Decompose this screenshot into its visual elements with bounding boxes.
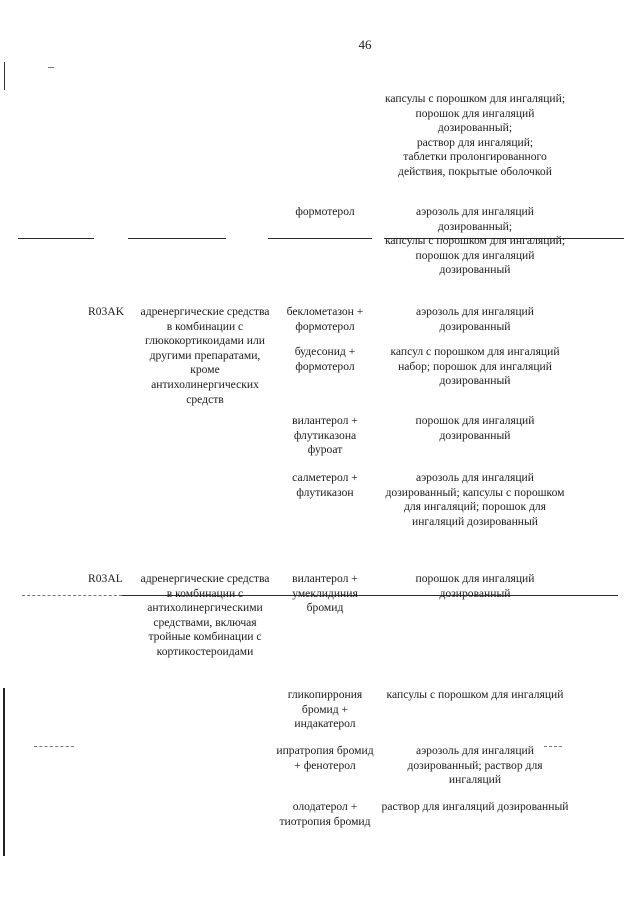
dosage-form-cell: аэрозоль для ингаляций дозированный; капсулы с порошком для ингаляций; порошок для ингаляций дозированный [385, 471, 565, 528]
atc-group-name: адренергические средства в комбинации с глюкокортикоидами или другими препаратами, кроме антихолинергических средств [140, 305, 270, 406]
dosage-form-line: капсулы с порошком для ингаляций; [384, 92, 566, 105]
dosage-form-cell: порошок для ингаляций дозированный [415, 414, 535, 442]
dosage-form-line: порошок для ингаляций дозированный [415, 248, 535, 277]
dosage-form-cell: порошок для ингаляций дозированный [415, 572, 535, 600]
drug-name: гликопиррония бромид + индакатерол [287, 688, 363, 731]
dosage-form-cell [380, 205, 570, 278]
dosage-form-line: порошок для ингаляций дозированный; [415, 106, 535, 135]
drug-name: формотерол [295, 205, 355, 218]
dosage-form-cell: аэрозоль для ингаляций дозированный [416, 305, 534, 333]
page-number: 46 [358, 37, 372, 52]
dosage-form-line: раствор для ингаляций; [416, 135, 534, 149]
drug-name: вилантерол + умеклидиния бромид [292, 572, 358, 615]
dosage-form-line: аэрозоль для ингаляций дозированный; [416, 205, 534, 233]
scan-dash [48, 67, 54, 68]
drug-name: олодатерол + тиотропия бромид [279, 800, 371, 828]
drug-name: вилантерол + флутиказона фуроат [292, 414, 358, 457]
dosage-form-cell: капсул с порошком для ингаляций набор; порошок для ингаляций дозированный [390, 345, 560, 388]
table-rule-top-mid [128, 238, 226, 239]
dosage-form-line: капсулы с порошком для ингаляций; [384, 234, 566, 248]
table-rule-top-mid2 [268, 238, 372, 239]
dosage-form-cell: капсулы с порошком для ингаляций [386, 688, 564, 701]
scan-dash-lower [34, 746, 74, 747]
atc-code: R03AL [88, 572, 123, 585]
left-margin-mark [4, 62, 5, 90]
drug-name: беклометазон + формотерол [286, 305, 364, 333]
dosage-form-cell [380, 92, 570, 180]
atc-group-name: адренергические средства в комбинации с антихолинергическими средствами, включая тройные комбинации с кортикостероидами [140, 572, 270, 658]
atc-code: R03AK [88, 305, 125, 318]
left-margin-bar [3, 688, 5, 856]
table-rule-mid-left [22, 595, 122, 596]
drug-name: салметерол + флутиказон [292, 471, 358, 499]
dosage-form-cell: аэрозоль для ингаляций дозированный; раствор для ингаляций [407, 744, 543, 787]
drug-name: будесонид + формотерол [294, 345, 356, 373]
drug-name: ипратропия бромид + фенотерол [276, 744, 374, 772]
dosage-form-line: таблетки пролонгированного действия, покрытые оболочкой [398, 150, 552, 178]
dosage-form-cell: раствор для ингаляций дозированный [381, 800, 569, 813]
table-rule-top-left [18, 238, 94, 239]
